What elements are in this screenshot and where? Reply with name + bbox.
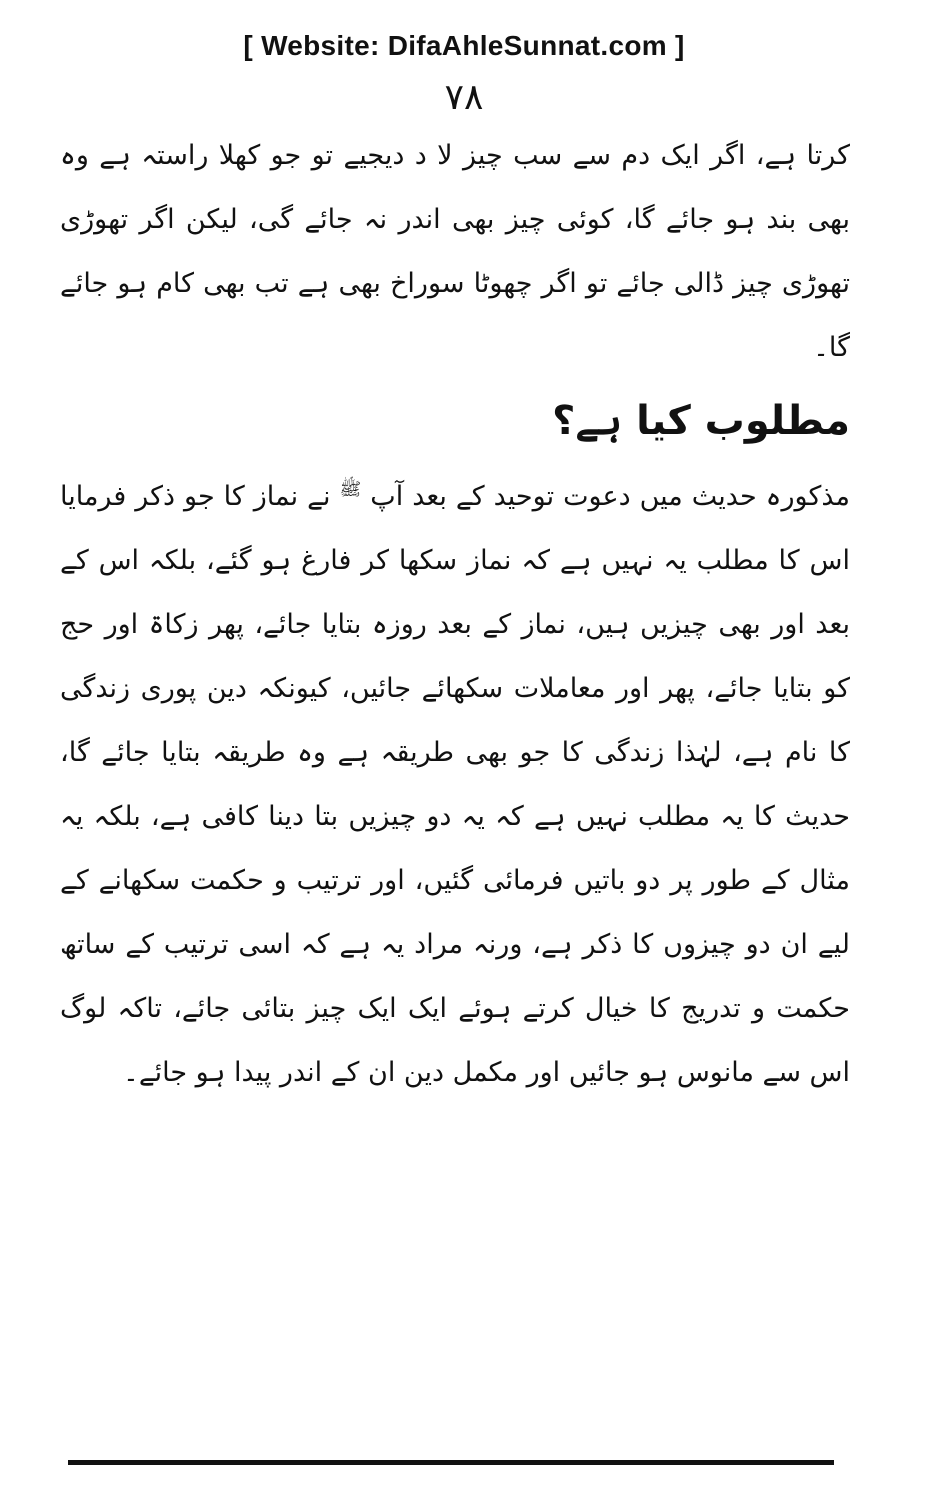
- salawat-symbol: ﷺ: [339, 479, 362, 500]
- page-body: [60, 124, 850, 1105]
- section-heading: مطلوب کیا ہے؟: [552, 398, 850, 444]
- bottom-rule: [68, 1460, 834, 1465]
- paragraph-2-end: نے نماز کا جو ذکر فرمایا اس کا مطلب یہ نہیں ہے کہ نماز سکھا کر فارغ ہو گئے، بلکہ اس کے بعد اور بھی چیزیں ہیں، نماز کے بعد روزہ بتایا جائے، پھر زکاۃ اور حج کو بتایا جائے، پھر اور معاملات سکھائے جائیں، کیونکہ دین پوری زندگی کا نام ہے، لہٰذا زندگی کا جو بھی طریقہ ہے وہ طریقہ بتایا جائے گا، حدیث کا یہ مطلب نہیں ہے کہ یہ دو چیزیں بتا دینا کافی ہے، بلکہ یہ مثال کے طور پر دو باتیں فرمائی گئیں، اور ترتیب و حکمت سکھانے کے لیے ان دو چیزوں کا ذکر ہے، ورنہ مراد یہ ہے کہ اسی ترتیب کے ساتھ حکمت و تدریج کا خیال کرتے ہوئے ایک ایک چیز بتائی جائے، تاکہ لوگ اس سے مانوس ہو جائیں اور مکمل دین ان کے اندر پیدا ہو جائے۔: [60, 481, 850, 1088]
- website-header: [ Website: DifaAhleSunnat.com ]: [243, 30, 685, 61]
- paragraph-2: [60, 458, 850, 1105]
- paragraph-1: کرتا ہے، اگر ایک دم سے سب چیز لا د دیجیے تو جو کھلا راستہ ہے وہ بھی بند ہو جائے گا، کوئی چیز بھی اندر نہ جائے گی، لیکن اگر تھوڑی تھوڑی چیز ڈالی جائے تو اگر چھوٹا سوراخ بھی ہے تب بھی کام ہو جائے گا۔: [60, 140, 850, 363]
- paragraph-2-start: مذکورہ حدیث میں دعوت توحید کے بعد آپ: [370, 481, 850, 512]
- page-number: ۷۸: [444, 77, 484, 118]
